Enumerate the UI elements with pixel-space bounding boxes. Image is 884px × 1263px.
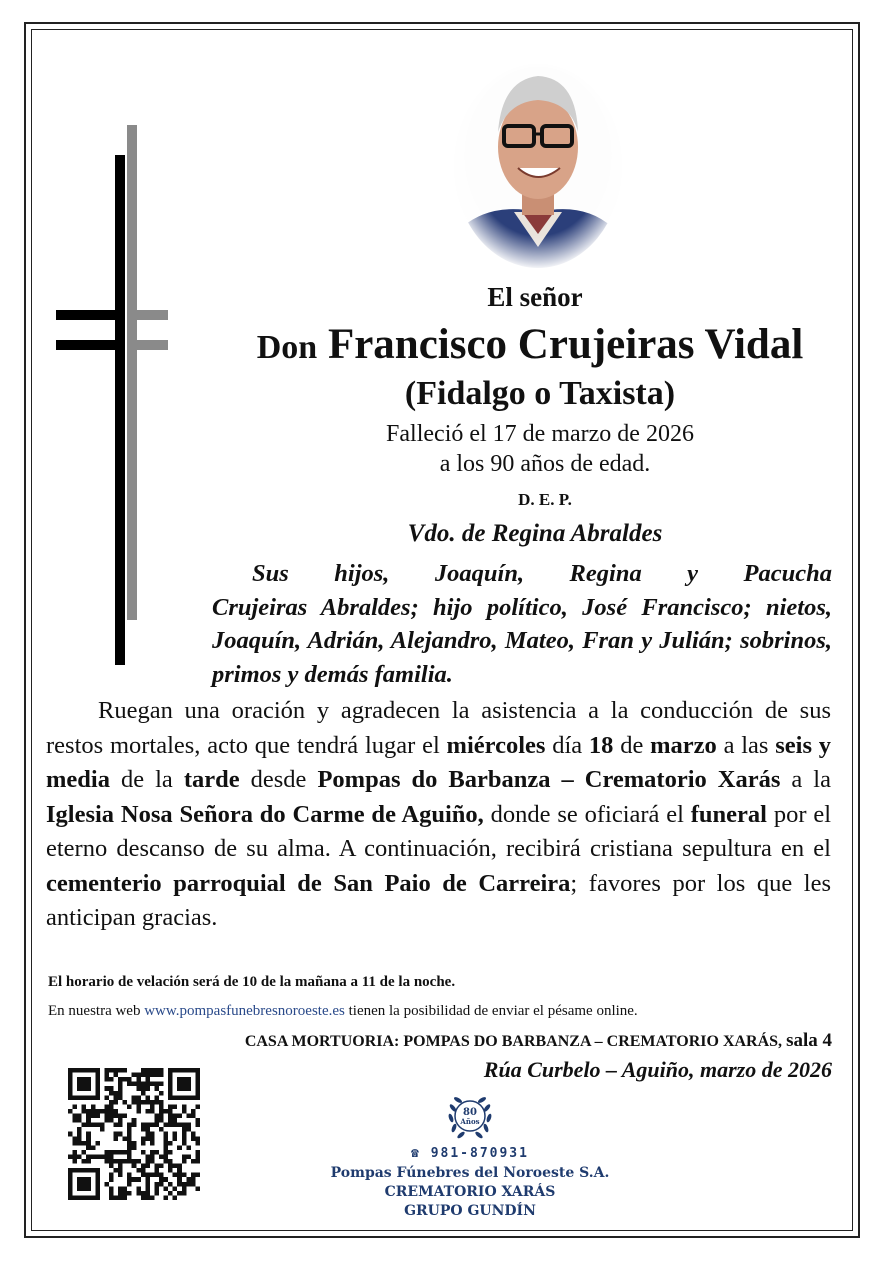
death-date: Falleció el 17 de marzo de 2026 (386, 421, 694, 447)
deceased-name (160, 320, 884, 369)
logo-number: 80 (463, 1107, 477, 1118)
body-bold-tarde: tarde (183, 766, 240, 793)
body-text-6: desde (239, 766, 318, 793)
web-link[interactable]: www.pompasfunebresnoroeste.es (144, 1003, 345, 1019)
phone-icon: ☎ (411, 1146, 421, 1161)
body-text-7: a la (780, 766, 831, 793)
place-date: Rúa Curbelo – Aguiño, marzo de 2026 (483, 1057, 832, 1082)
body-text-3: de (613, 731, 651, 759)
family-line-1: Sus hijos, Joaquín, Regina y Pacucha (252, 560, 832, 587)
rip: D. E. P. (518, 490, 572, 509)
cross-icon (52, 120, 172, 670)
deceased-alias: (Fidalgo o Taxista) (404, 375, 676, 412)
group-name: GRUPO GUNDÍN (404, 1203, 536, 1219)
deceased-fullname: Francisco Crujeiras Vidal (327, 321, 804, 368)
body-text-5: de la (109, 766, 184, 793)
body-text-8: donde se oficiará el (483, 800, 691, 828)
funeral-home (60, 1030, 832, 1052)
body-bold-date: 18 (588, 731, 614, 759)
name-prefix: Don (256, 329, 318, 366)
body-bold-funeral: funeral (690, 800, 767, 828)
logo-text: Años (460, 1117, 480, 1126)
wake-hours: El horario de velación será de 10 de la mañana a 11 de la noche. (48, 974, 456, 990)
age: a los 90 años de edad. (439, 451, 651, 477)
body-bold-church: Iglesia Nosa Señora do Carme de Aguiño, (46, 800, 484, 828)
body-text-1: Ruegan una oración y agradecen la asistencia a la conducción de sus restos mortales, acto que tendrá lugar el (46, 697, 831, 759)
widower-of: Vdo. de Regina Abraldes (407, 520, 663, 547)
phone-number[interactable]: 981-870931 (430, 1146, 529, 1161)
body-text-4: a las (716, 731, 776, 759)
body-bold-cemetery: cementerio parroquial de San Paio de Carreira (46, 869, 571, 897)
laurel-logo (442, 1088, 498, 1144)
web-note (48, 1003, 838, 1020)
title-line: El señor (487, 282, 583, 312)
room-number: sala 4 (786, 1030, 832, 1051)
body-text-9: por el eterno descanso de su alma. A continuación, recibirá cristiana sepultura en el (46, 800, 831, 862)
family-rest: Crujeiras Abraldes; hijo político, José Francisco; nietos, Joaquín, Adrián, Alejandro, Mateo, Fran y Julián; sobrinos, primos y demás familia. (212, 593, 832, 688)
company-name: Pompas Fúnebres del Noroeste S.A. (330, 1165, 610, 1181)
ceremony-text (46, 694, 831, 936)
qr-code[interactable] (68, 1068, 200, 1200)
crematorium-name: CREMATORIO XARÁS (384, 1184, 556, 1200)
web-pre: En nuestra web (48, 1003, 145, 1019)
body-bold-month: marzo (650, 731, 717, 759)
body-bold-day: miércoles (446, 731, 546, 759)
web-post: tienen la posibilidad de enviar el pésame online. (344, 1003, 638, 1019)
family-list (212, 557, 832, 691)
portrait-photo (452, 62, 624, 270)
body-bold-time: seis y media (46, 731, 832, 793)
body-bold-origin: Pompas do Barbanza – Crematorio Xarás (317, 766, 781, 793)
funeral-home-label: CASA MORTUORIA: POMPAS DO BARBANZA – CREMATORIO XARÁS, (244, 1033, 783, 1050)
body-text-2: día (545, 731, 589, 759)
body-text-10: ; favores por los que les anticipan gracias. (46, 869, 831, 931)
phone-line (330, 1146, 610, 1161)
company-block (300, 1164, 640, 1221)
